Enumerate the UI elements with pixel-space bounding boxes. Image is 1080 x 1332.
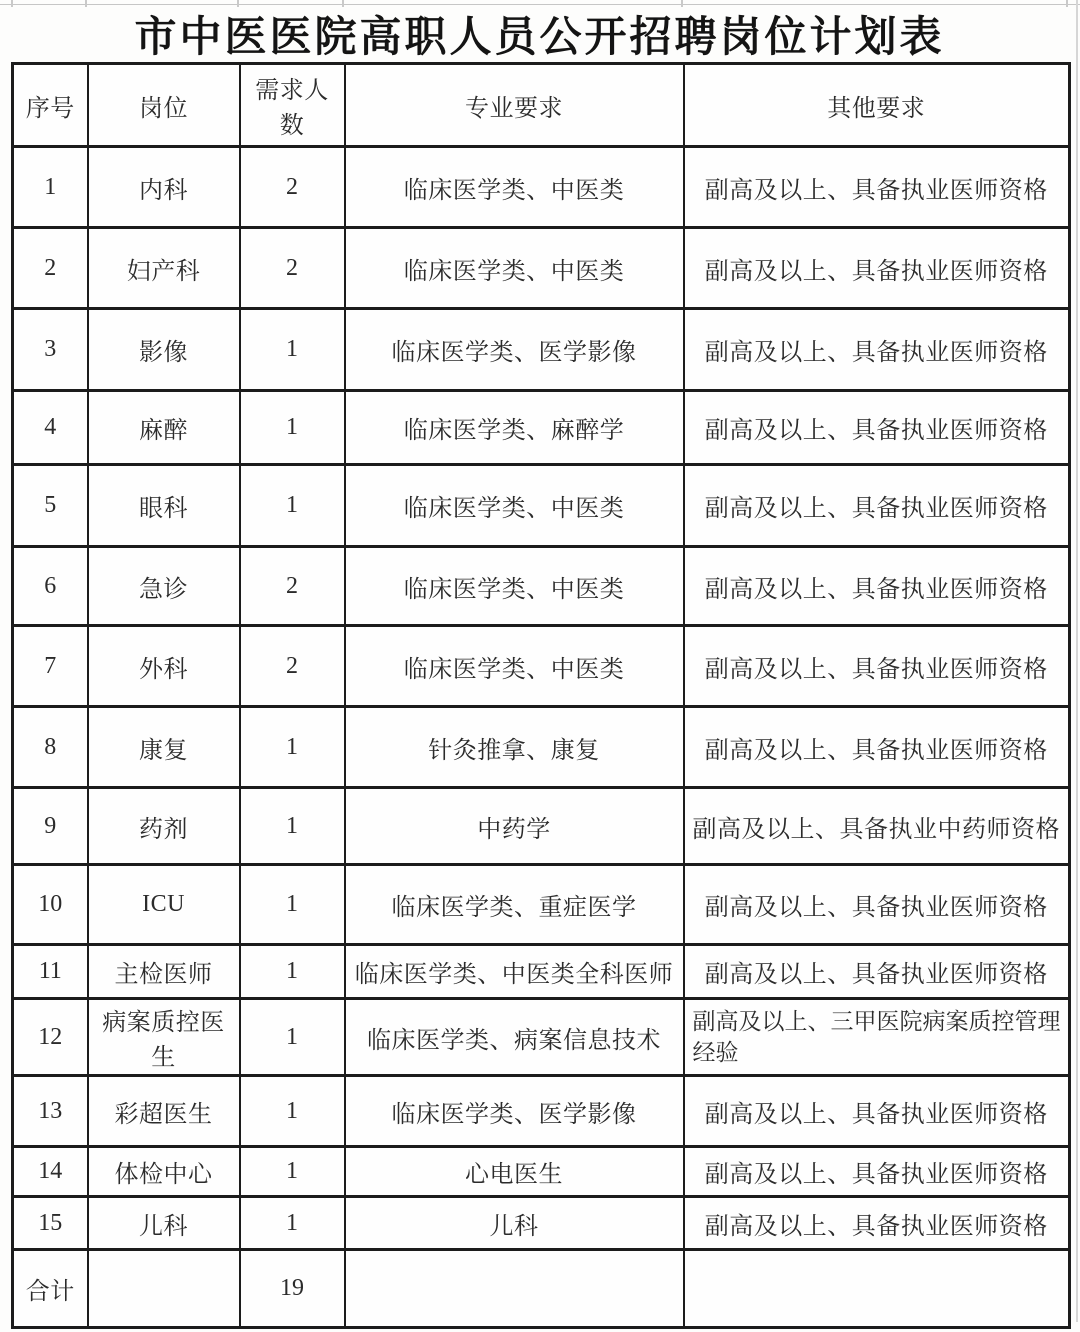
table-cell: 4: [13, 391, 88, 465]
table-cell: 1: [240, 865, 345, 945]
table-cell: 副高及以上、具备执业医师资格: [684, 1197, 1070, 1250]
header-cell-seq: 序号: [13, 64, 88, 147]
table-cell: 1: [240, 1076, 345, 1147]
table-cell: 1: [240, 1147, 345, 1197]
table-row: [13, 707, 1070, 788]
table-cell: ICU: [88, 865, 240, 945]
table-row: [13, 1197, 1070, 1250]
empty-cell: [88, 1250, 240, 1328]
page-title: 市中医医院高职人员公开招聘岗位计划表: [134, 15, 945, 61]
table-cell: 临床医学类、医学影像: [345, 1076, 684, 1147]
table-cell: 麻醉: [88, 391, 240, 465]
table-cell: 1: [240, 1197, 345, 1250]
table-cell: 临床医学类、病案信息技术: [345, 999, 684, 1076]
table-cell: 中药学: [345, 788, 684, 865]
table-cell: 副高及以上、具备执业医师资格: [684, 1147, 1070, 1197]
table-cell: 内科: [88, 147, 240, 228]
table-cell: 1: [240, 391, 345, 465]
table-cell: 15: [13, 1197, 88, 1250]
table-cell: 临床医学类、中医类: [345, 626, 684, 707]
table-cell: 临床医学类、中医类: [345, 465, 684, 547]
table-row: [13, 391, 1070, 465]
total-label-cell: 合计: [13, 1250, 88, 1328]
table-cell: 8: [13, 707, 88, 788]
table-cell: 副高及以上、具备执业医师资格: [684, 465, 1070, 547]
table-cell: 2: [13, 228, 88, 309]
table-cell: 妇产科: [88, 228, 240, 309]
table-cell: 急诊: [88, 547, 240, 626]
table-cell: 副高及以上、具备执业医师资格: [684, 1076, 1070, 1147]
table-cell: 副高及以上、具备执业医师资格: [684, 626, 1070, 707]
table-cell: 主检医师: [88, 945, 240, 999]
table-cell: 彩超医生: [88, 1076, 240, 1147]
table-cell: 7: [13, 626, 88, 707]
table-cell: 5: [13, 465, 88, 547]
table-cell: 3: [13, 309, 88, 391]
table-cell: 副高及以上、具备执业医师资格: [684, 547, 1070, 626]
table-row: [13, 465, 1070, 547]
table-cell: 临床医学类、重症医学: [345, 865, 684, 945]
table-cell: 9: [13, 788, 88, 865]
table-cell: 1: [240, 999, 345, 1076]
table-cell: 副高及以上、具备执业医师资格: [684, 865, 1070, 945]
table-cell: 13: [13, 1076, 88, 1147]
table-cell: 副高及以上、具备执业医师资格: [684, 707, 1070, 788]
table-cell: 12: [13, 999, 88, 1076]
table-row: [13, 147, 1070, 228]
table-cell: 临床医学类、中医类: [345, 147, 684, 228]
empty-cell: [345, 1250, 684, 1328]
table-cell: 外科: [88, 626, 240, 707]
table-row: [13, 309, 1070, 391]
table-row: [13, 1076, 1070, 1147]
header-row: [13, 64, 1070, 147]
table-cell: 病案质控医生: [88, 999, 240, 1076]
header-cell-other: 其他要求: [684, 64, 1070, 147]
table-cell: 副高及以上、具备执业医师资格: [684, 391, 1070, 465]
header-cell-count: 需求人数: [240, 64, 345, 147]
table-row: [13, 999, 1070, 1076]
total-value-cell: 19: [240, 1250, 345, 1328]
table-cell: 康复: [88, 707, 240, 788]
table-cell: 2: [240, 147, 345, 228]
table-cell: 副高及以上、具备执业医师资格: [684, 228, 1070, 309]
table-cell: 1: [13, 147, 88, 228]
table-cell: 临床医学类、中医类全科医师: [345, 945, 684, 999]
table-row: [13, 788, 1070, 865]
table-row: [13, 945, 1070, 999]
table-row: [13, 228, 1070, 309]
table-row: [13, 1147, 1070, 1197]
table-cell: 2: [240, 626, 345, 707]
table-cell: 2: [240, 547, 345, 626]
table-cell: 临床医学类、医学影像: [345, 309, 684, 391]
table-cell: 药剂: [88, 788, 240, 865]
table-cell: 儿科: [345, 1197, 684, 1250]
table-cell: 1: [240, 309, 345, 391]
table-row: [13, 865, 1070, 945]
table-cell: 儿科: [88, 1197, 240, 1250]
table-cell: 10: [13, 865, 88, 945]
table-cell: 临床医学类、麻醉学: [345, 391, 684, 465]
table-cell: 1: [240, 707, 345, 788]
table-cell: 2: [240, 228, 345, 309]
table-cell: 11: [13, 945, 88, 999]
recruitment-plan-table: [11, 62, 1071, 1329]
table-cell: 影像: [88, 309, 240, 391]
header-cell-post: 岗位: [88, 64, 240, 147]
gridline-right: [1076, 0, 1078, 1322]
table-cell: 体检中心: [88, 1147, 240, 1197]
table-cell: 针灸推拿、康复: [345, 707, 684, 788]
table-cell: 副高及以上、具备执业医师资格: [684, 147, 1070, 228]
table-row: [13, 626, 1070, 707]
table-cell: 心电医生: [345, 1147, 684, 1197]
table-cell: 1: [240, 788, 345, 865]
total-row: [13, 1250, 1070, 1328]
table-cell: 副高及以上、三甲医院病案质控管理经验: [684, 999, 1070, 1076]
table-cell: 临床医学类、中医类: [345, 228, 684, 309]
table-row: [13, 547, 1070, 626]
table-cell: 6: [13, 547, 88, 626]
empty-cell: [684, 1250, 1070, 1328]
table-cell: 副高及以上、具备执业医师资格: [684, 309, 1070, 391]
table-cell: 1: [240, 945, 345, 999]
header-cell-major: 专业要求: [345, 64, 684, 147]
table-cell: 14: [13, 1147, 88, 1197]
table-cell: 眼科: [88, 465, 240, 547]
table-cell: 1: [240, 465, 345, 547]
table-cell: 临床医学类、中医类: [345, 547, 684, 626]
table-cell: 副高及以上、具备执业医师资格: [684, 945, 1070, 999]
table-cell: 副高及以上、具备执业中药师资格: [684, 788, 1070, 865]
